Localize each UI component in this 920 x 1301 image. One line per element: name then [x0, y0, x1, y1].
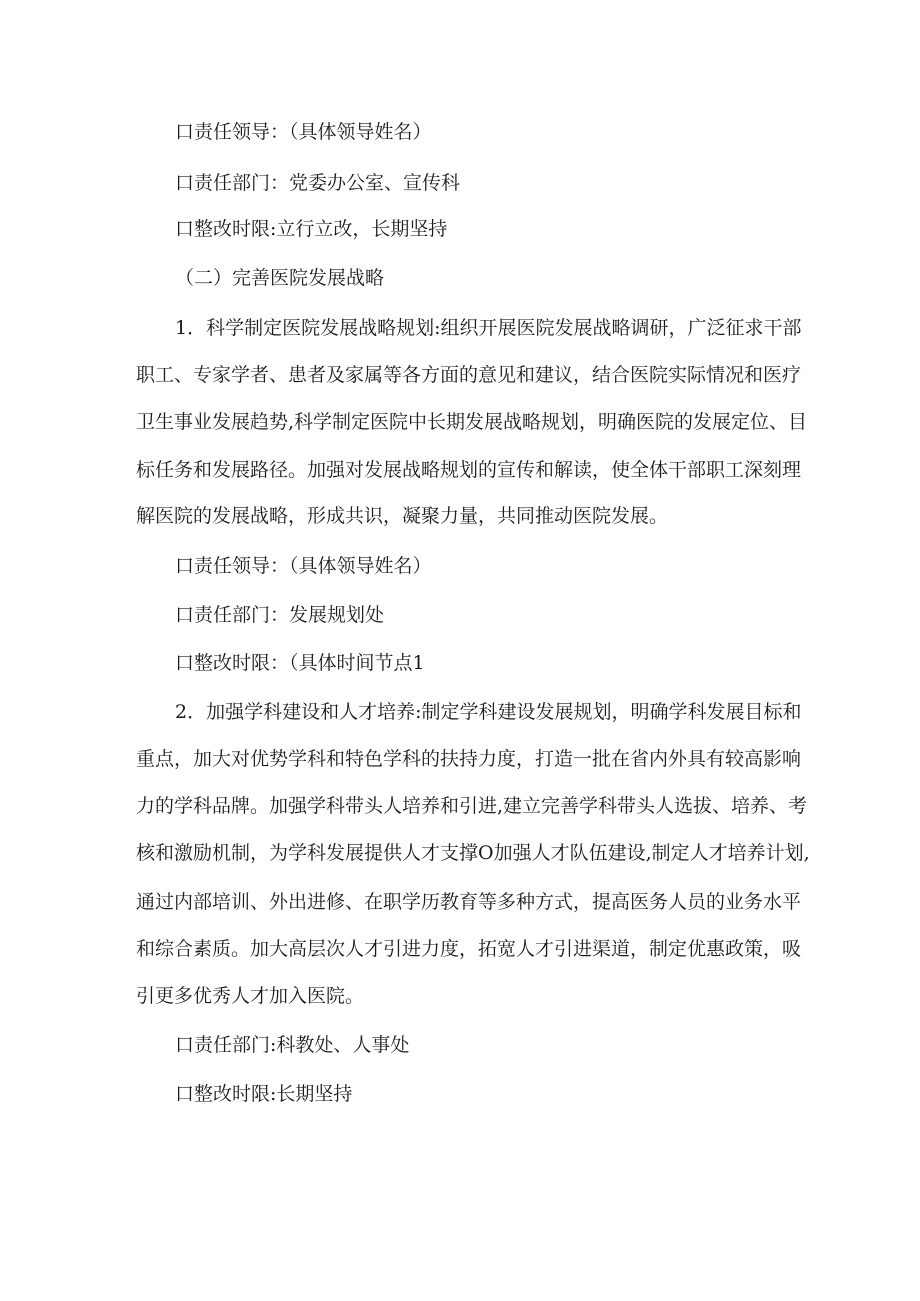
paragraph-2-line-5: 通过内部培训、外出进修、在职学历教育等多种方式，提高医务人员的业务水平	[136, 891, 802, 913]
paragraph-1-line-4: 标任务和发展路径。加强对发展战略规划的宣传和解读，使全体干部职工深刻理	[136, 459, 802, 481]
paragraph-2-line-3: 力的学科品牌。加强学科带头人培养和引进,建立完善学科带头人选拔、培养、考	[136, 795, 808, 817]
paragraph-1-line-1: 1．科学制定医院发展战略规划:组织开展医院发展战略调研，广泛征求干部	[175, 317, 802, 339]
responsible-department-line: 口责任部门：党委办公室、宣传科	[175, 172, 461, 194]
responsible-leader-line: 口责任领导：（具体领导姓名）	[175, 121, 432, 143]
responsible-department-line-3: 口责任部门:科教处、人事处	[175, 1034, 410, 1056]
deadline-line-3: 口整改时限:长期坚持	[175, 1083, 353, 1105]
paragraph-1-line-3: 卫生事业发展趋势,科学制定医院中长期发展战略规划，明确医院的发展定位、目	[136, 411, 808, 433]
paragraph-2-line-1: 2．加强学科建设和人才培养:制定学科建设发展规划，明确学科发展目标和	[175, 701, 802, 723]
paragraph-1-line-5: 解医院的发展战略，形成共识，凝聚力量，共同推动医院发展。	[136, 505, 669, 527]
responsible-department-line-2: 口责任部门：发展规划处	[175, 604, 385, 626]
paragraph-2-line-2: 重点，加大对优势学科和特色学科的扶持力度，打造一批在省内外具有较高影响	[136, 748, 802, 770]
deadline-line-2: 口整改时限：（具体时间节点1	[175, 652, 425, 674]
paragraph-2-line-6: 和综合素质。加大高层次人才引进力度，拓宽人才引进渠道，制定优惠政策，吸	[136, 938, 802, 960]
paragraph-1-line-2: 职工、专家学者、患者及家属等各方面的意见和建议，结合医院实际情况和医疗	[136, 364, 802, 386]
responsible-leader-line-2: 口责任领导：（具体领导姓名）	[175, 555, 432, 577]
paragraph-2-line-7: 引更多优秀人才加入医院。	[136, 985, 365, 1007]
deadline-line: 口整改时限:立行立改，长期坚持	[175, 218, 448, 240]
section-heading: （二）完善医院发展战略	[175, 267, 385, 289]
paragraph-2-line-4: 核和激励机制，为学科发展提供人才支撑O加强人才队伍建设,制定人才培养计划,	[136, 842, 810, 864]
